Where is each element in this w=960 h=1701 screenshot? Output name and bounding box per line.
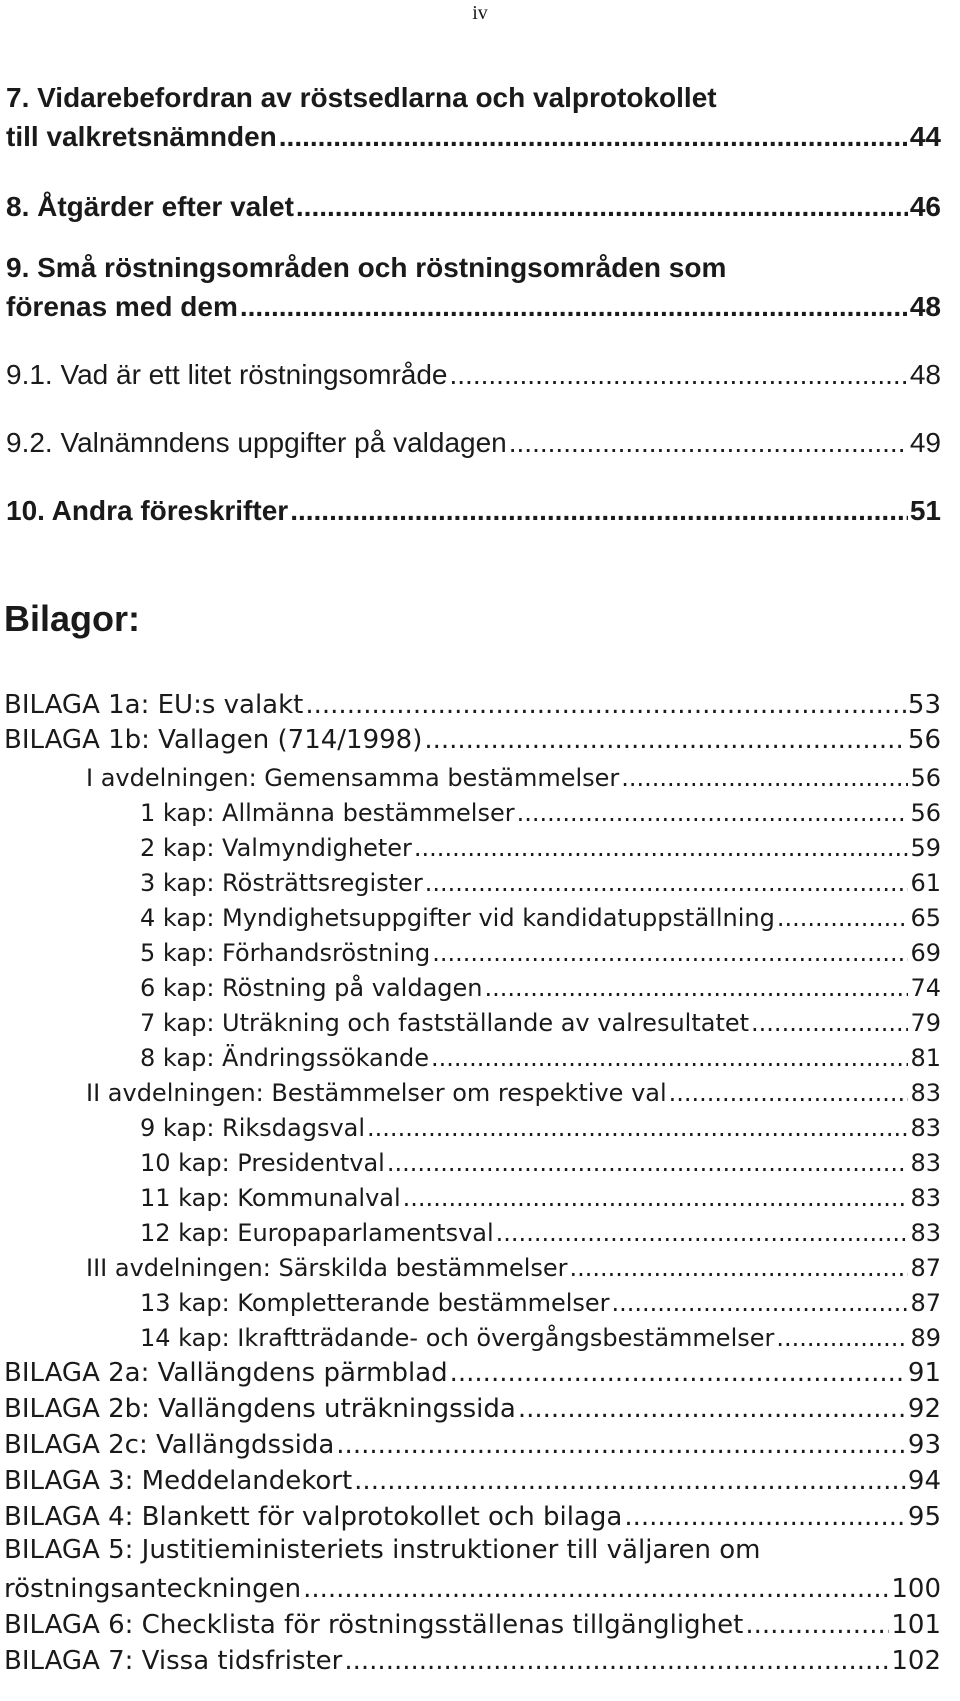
- toc-page-number: 83: [910, 1184, 941, 1212]
- toc-entry-title: 13 kap: Kompletterande bestämmelser: [140, 1289, 610, 1317]
- toc-chapter-10[interactable]: [140, 1141, 941, 1177]
- toc-entry-title: II avdelningen: Bestämmelser om respektive val: [86, 1079, 667, 1107]
- dot-leader: [279, 121, 908, 153]
- toc-page-number: 48: [909, 291, 941, 322]
- toc-appendix-5[interactable]: [4, 1568, 941, 1604]
- toc-chapter-8[interactable]: [140, 1036, 941, 1072]
- toc-appendix-4[interactable]: [4, 1496, 941, 1532]
- toc-page-number: 48: [909, 359, 941, 390]
- toc-division-3[interactable]: [86, 1246, 941, 1282]
- dot-leader: [450, 359, 908, 391]
- toc-page-number: 53: [907, 690, 941, 720]
- toc-page-number: 56: [910, 764, 941, 792]
- toc-page-number: 56: [907, 725, 941, 755]
- toc-entry-title: till valkretsnämnden: [6, 121, 277, 152]
- toc-entry-title: 8. Åtgärder efter valet: [6, 191, 294, 222]
- toc-page-number: 91: [907, 1358, 941, 1388]
- toc-page-number: 49: [909, 427, 941, 458]
- dot-leader: [354, 1466, 906, 1496]
- toc-entry-title: BILAGA 2c: Vallängdssida: [4, 1430, 335, 1460]
- toc-entry-title: förenas med dem: [6, 291, 238, 322]
- toc-chapter-6[interactable]: [140, 966, 941, 1002]
- dot-leader: [432, 939, 908, 967]
- toc-entry-title: 9 kap: Riksdagsval: [140, 1114, 366, 1142]
- toc-entry-title: BILAGA 1b: Vallagen (714/1998): [4, 725, 423, 755]
- dot-leader: [517, 799, 909, 827]
- toc-page-number: 65: [910, 904, 941, 932]
- toc-entry-9-line1: 9. Små röstningsområden och röstningsområden som: [6, 252, 727, 283]
- toc-page-number: 59: [910, 834, 941, 862]
- toc-entry-title: BILAGA 2b: Vallängdens uträkningssida: [4, 1394, 516, 1424]
- dot-leader: [367, 1114, 908, 1142]
- toc-entry-title: BILAGA 1a: EU:s valakt: [4, 690, 304, 720]
- toc-division-2[interactable]: [86, 1071, 941, 1107]
- dot-leader: [424, 725, 906, 755]
- toc-entry-title: 3 kap: Rösträttsregister: [140, 869, 423, 897]
- dot-leader: [484, 974, 908, 1002]
- dot-leader: [344, 1646, 889, 1676]
- dot-leader: [621, 764, 908, 792]
- toc-entry-title: 10. Andra föreskrifter: [6, 495, 289, 526]
- dot-leader: [431, 1044, 908, 1072]
- toc-page-number: 83: [910, 1079, 941, 1107]
- dot-leader: [669, 1079, 909, 1107]
- toc-entry-title: 7 kap: Uträkning och fastställande av valresultatet: [140, 1009, 750, 1037]
- toc-entry-title: 1 kap: Allmänna bestämmelser: [140, 799, 515, 827]
- toc-appendix-2c[interactable]: [4, 1424, 941, 1460]
- toc-page-number: 79: [910, 1009, 941, 1037]
- toc-page-number: 74: [910, 974, 941, 1002]
- toc-entry-title: 2 kap: Valmyndigheter: [140, 834, 412, 862]
- toc-page-number: 102: [891, 1646, 941, 1676]
- toc-page-number: 61: [910, 869, 941, 897]
- toc-page-number: 87: [910, 1289, 941, 1317]
- toc-entry-9[interactable]: [6, 287, 941, 323]
- dot-leader: [509, 427, 908, 459]
- toc-page-number: 100: [891, 1574, 941, 1604]
- toc-chapter-11[interactable]: [140, 1176, 941, 1212]
- toc-chapter-1[interactable]: [140, 791, 941, 827]
- dot-leader: [425, 869, 909, 897]
- dot-leader: [296, 191, 908, 223]
- toc-page-number: 83: [910, 1219, 941, 1247]
- toc-page-number: 46: [909, 191, 941, 222]
- toc-page-number: 51: [909, 495, 941, 526]
- toc-chapter-7[interactable]: [140, 1001, 941, 1037]
- dot-leader: [403, 1184, 909, 1212]
- toc-chapter-14[interactable]: [140, 1316, 941, 1352]
- toc-page-number: 89: [910, 1324, 941, 1352]
- toc-entry-title: BILAGA 4: Blankett för valprotokollet och bilaga: [4, 1502, 623, 1532]
- dot-leader: [303, 1574, 889, 1604]
- toc-page-number: 93: [907, 1430, 941, 1460]
- toc-entry-title: BILAGA 2a: Vallängdens pärmblad: [4, 1358, 448, 1388]
- toc-page-number: 92: [907, 1394, 941, 1424]
- toc-page-number: 44: [909, 121, 941, 152]
- toc-entry-9-1[interactable]: [6, 355, 941, 391]
- toc-entry-title: 9.2. Valnämndens uppgifter på valdagen: [6, 427, 507, 458]
- toc-entry-9-2[interactable]: [6, 423, 941, 459]
- toc-division-1[interactable]: [86, 756, 941, 792]
- toc-entry-title: 8 kap: Ändringssökande: [140, 1044, 429, 1072]
- toc-appendix-5-line1: BILAGA 5: Justitieministeriets instruktioner till väljaren om: [4, 1535, 761, 1565]
- toc-page-number: 87: [910, 1254, 941, 1282]
- toc-entry-10[interactable]: [6, 491, 941, 527]
- toc-entry-title: III avdelningen: Särskilda bestämmelser: [86, 1254, 568, 1282]
- dot-leader: [751, 1009, 908, 1037]
- dot-leader: [518, 1394, 906, 1424]
- toc-page-number: 95: [907, 1502, 941, 1532]
- toc-entry-title: röstningsanteckningen: [4, 1574, 302, 1604]
- toc-page-number: 56: [910, 799, 941, 827]
- toc-entry-8[interactable]: [6, 187, 941, 223]
- toc-entry-title: I avdelningen: Gemensamma bestämmelser: [86, 764, 620, 792]
- dot-leader: [336, 1430, 906, 1460]
- dot-leader: [240, 291, 908, 323]
- toc-entry-title: 11 kap: Kommunalval: [140, 1184, 401, 1212]
- toc-appendix-2b[interactable]: [4, 1388, 941, 1424]
- toc-chapter-4[interactable]: [140, 896, 941, 932]
- dot-leader: [387, 1149, 909, 1177]
- dot-leader: [570, 1254, 909, 1282]
- toc-page-number: 83: [910, 1114, 941, 1142]
- toc-chapter-9[interactable]: [140, 1106, 941, 1142]
- appendix-heading: Bilagor:: [4, 598, 141, 639]
- toc-entry-title: BILAGA 7: Vissa tidsfrister: [4, 1646, 343, 1676]
- toc-page-number: 83: [910, 1149, 941, 1177]
- toc-entry-7[interactable]: [6, 117, 941, 153]
- toc-page-number: 81: [910, 1044, 941, 1072]
- toc-chapter-3[interactable]: [140, 861, 941, 897]
- toc-page-number: 94: [907, 1466, 941, 1496]
- toc-entry-7-line1: 7. Vidarebefordran av röstsedlarna och valprotokollet: [6, 82, 717, 113]
- dot-leader: [496, 1219, 909, 1247]
- page-number: iv: [472, 2, 488, 24]
- toc-appendix-6[interactable]: [4, 1604, 941, 1640]
- toc-entry-title: 6 kap: Röstning på valdagen: [140, 974, 483, 1002]
- toc-page-number: 101: [891, 1610, 941, 1640]
- toc-appendix-7[interactable]: [4, 1640, 941, 1676]
- toc-entry-title: BILAGA 3: Meddelandekort: [4, 1466, 353, 1496]
- dot-leader: [777, 904, 909, 932]
- dot-leader: [745, 1610, 889, 1640]
- toc-chapter-2[interactable]: [140, 826, 941, 862]
- dot-leader: [612, 1289, 909, 1317]
- dot-leader: [290, 495, 908, 527]
- toc-entry-title: 5 kap: Förhandsröstning: [140, 939, 431, 967]
- toc-entry-title: 9.1. Vad är ett litet röstningsområde: [6, 359, 448, 390]
- toc-chapter-12[interactable]: [140, 1211, 941, 1247]
- dot-leader: [305, 690, 906, 720]
- toc-chapter-5[interactable]: [140, 931, 941, 967]
- toc-appendix-1a[interactable]: [4, 684, 941, 720]
- toc-entry-title: 4 kap: Myndighetsuppgifter vid kandidatuppställning: [140, 904, 775, 932]
- toc-appendix-3[interactable]: [4, 1460, 941, 1496]
- toc-page-number: 69: [910, 939, 941, 967]
- dot-leader: [776, 1324, 908, 1352]
- toc-entry-title: 10 kap: Presidentval: [140, 1149, 385, 1177]
- dot-leader: [414, 834, 909, 862]
- toc-appendix-1b[interactable]: [4, 719, 941, 755]
- dot-leader: [450, 1358, 906, 1388]
- toc-chapter-13[interactable]: [140, 1281, 941, 1317]
- toc-entry-title: 14 kap: Ikraftträdande- och övergångsbestämmelser: [140, 1324, 775, 1352]
- toc-entry-title: BILAGA 6: Checklista för röstningsställenas tillgänglighet: [4, 1610, 744, 1640]
- toc-entry-title: 12 kap: Europaparlamentsval: [140, 1219, 494, 1247]
- dot-leader: [624, 1502, 906, 1532]
- toc-appendix-2a[interactable]: [4, 1352, 941, 1388]
